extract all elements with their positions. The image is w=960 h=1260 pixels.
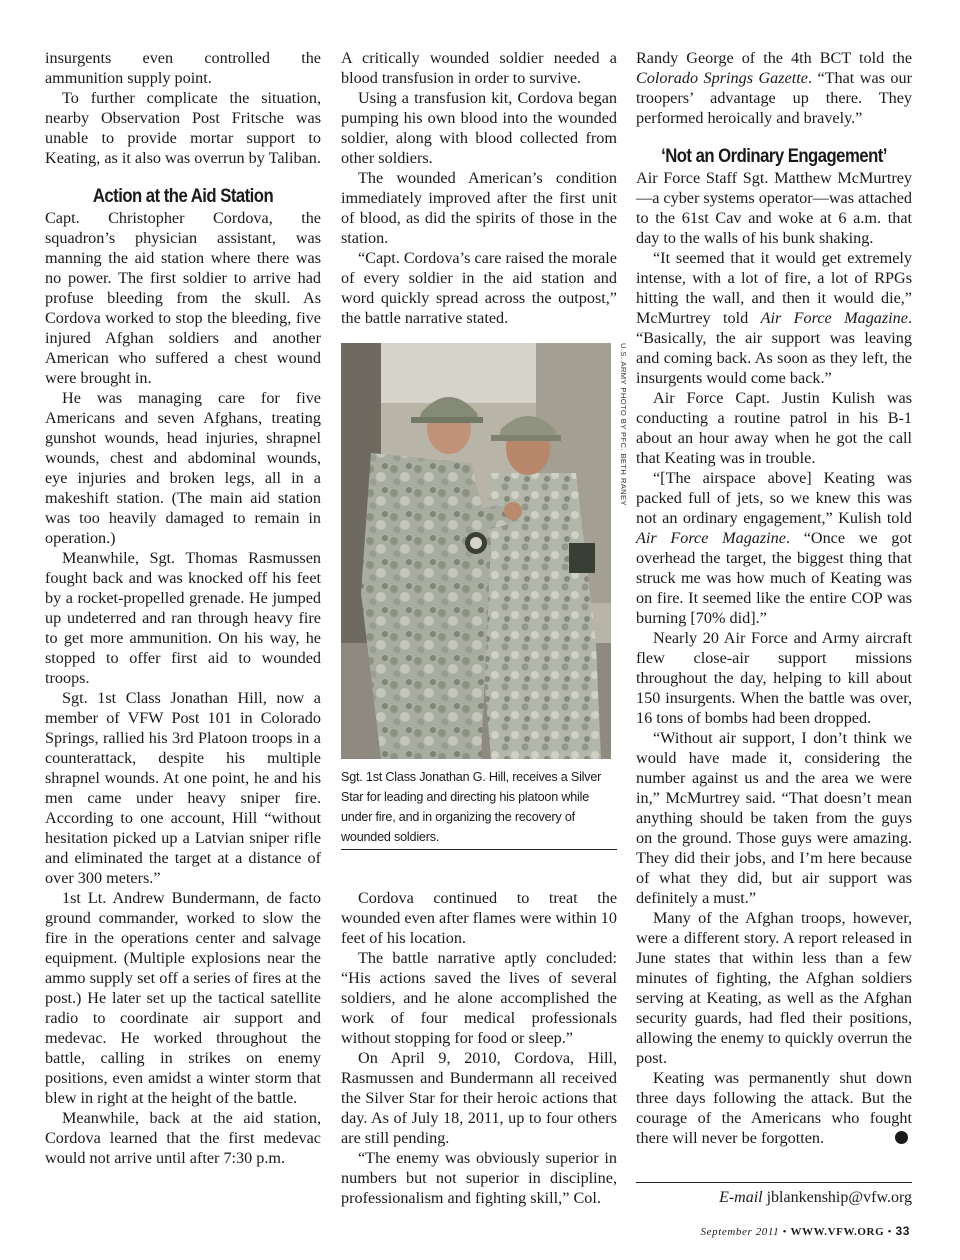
text-run: . “Once we got overhead the target, the biggest thing that struck me was how much of Keating was on fire. It seemed like the entire COP was burning [70% did].” bbox=[636, 529, 912, 627]
issue-date: September 2011 bbox=[700, 1226, 780, 1238]
body-paragraph: He was managing care for five Americans and seven Afghans, treating gunshot wounds, head injuries, shrapnel wounds, chest and abdominal wounds, eye injuries and broken legs, all in a makeshift station. (The main aid station was too heavily damaged to remain in operation.) bbox=[45, 389, 321, 547]
body-paragraph: 1st Lt. Andrew Bundermann, de facto ground commander, worked to slow the fire in the operations center and salvage equipment. (Multiple explosions near the ammo supply set off a series of fires at the post.) He later set up the tactical satellite radio to coordinate air support and medevac. He worked throughout the battle, calling in strikes on enemy positions, even amidst a winter storm that blew in right at the height of the battle. bbox=[45, 889, 321, 1107]
body-paragraph: Using a transfusion kit, Cordova began pumping his own blood into the wounded soldier, along with blood collected from other soldiers. bbox=[341, 89, 617, 167]
body-paragraph: Many of the Afghan troops, however, were a different story. A report released in June states that within less than a few minutes of fighting, the Afghan soldiers serving at Keating, as well as the Afghan security guards, had fled their positions, allowing the enemy to quickly overrun the post. bbox=[636, 909, 912, 1067]
body-paragraph: On April 9, 2010, Cordova, Hill, Rasmussen and Bundermann all received the Silver Star for their heroic actions that day. As of July 18, 2011, up to four others are still pending. bbox=[341, 1049, 617, 1147]
email-divider bbox=[636, 1182, 912, 1183]
email-label: E-mail bbox=[719, 1189, 763, 1206]
article-column-1 bbox=[45, 48, 321, 1168]
photo-silver-star-ceremony bbox=[341, 343, 611, 759]
body-paragraph: Sgt. 1st Class Jonathan Hill, now a member of VFW Post 101 in Colorado Springs, rallied his 3rd Platoon troops in a counterattack, despite his multiple shrapnel wounds. At one point, he and his men came under heavy sniper fire. According to one account, Hill “without hesitation picked up a Latvian sniper rifle and eliminated the target at a distance of over 300 meters.” bbox=[45, 689, 321, 887]
photo-figure bbox=[341, 343, 617, 850]
end-mark-icon: ✪ bbox=[895, 1131, 908, 1144]
photo-credit: U.S. ARMY PHOTO BY PFC. BETH RANEY bbox=[619, 343, 628, 506]
section-heading: ‘Not an Ordinary Engagement’ bbox=[661, 146, 887, 167]
body-paragraph: Air Force Staff Sgt. Matthew McMurtrey—a cyber systems operator—was attached to the 61st Cav and woke at 6 a.m. that day to the walls of his bunk shaking. bbox=[636, 169, 912, 247]
body-paragraph bbox=[636, 468, 912, 628]
body-paragraph: Nearly 20 Air Force and Army aircraft flew close-air support missions throughout the day, helping to kill about 150 insurgents. When the battle was over, 16 tons of bombs had been dropped. bbox=[636, 629, 912, 727]
body-paragraph: The wounded American’s condition immediately improved after the first unit of blood, as did the spirits of those in the station. bbox=[341, 169, 617, 247]
body-paragraph: “The enemy was obviously superior in numbers but not superior in discipline, professionalism and fighting skill,” Col. bbox=[341, 1149, 617, 1207]
publication-name: Colorado Springs Gazette bbox=[636, 69, 808, 87]
email-address: jblankenship@vfw.org bbox=[766, 1189, 912, 1206]
body-paragraph: A critically wounded soldier needed a blood transfusion in order to survive. bbox=[341, 49, 617, 87]
body-paragraph: Capt. Christopher Cordova, the squadron’s physician assistant, was manning the aid station where there was no power. The first soldier to arrive had profuse bleeding from the skull. As Cordova worked to stop the bleeding, five injured Afghan soldiers and another American who suffered a chest wound were brought in. bbox=[45, 209, 321, 387]
body-paragraph bbox=[636, 48, 912, 128]
author-email bbox=[636, 1189, 912, 1207]
text-run: “[The airspace above] Keating was packed full of jets, so we knew this was not an ordinary engagement,” Kulish told bbox=[636, 469, 912, 527]
body-paragraph: “Without air support, I don’t think we would have made it, considering the number against us and the area we were in,” McMurtrey said. “That doesn’t mean anything should be taken from the guys on the ground. Those guys were amazing. They did their jobs, and I’m here because of what they did, but air support was definitely a must.” bbox=[636, 729, 912, 907]
body-paragraph: Meanwhile, Sgt. Thomas Rasmussen fought back and was knocked off his feet by a rocket-propelled grenade. He jumped up undeterred and ran through heavy fire to get more ammunition. On his way, he stopped to offer first aid to wounded troops. bbox=[45, 549, 321, 687]
text-run: . “Basically, the air support was leaving and coming back. As soon as they left, the insurgents would come back.” bbox=[636, 309, 912, 387]
text-run: . “That was our troopers’ advantage up there. They performed heroically and bravely.” bbox=[636, 69, 913, 127]
page-number: 33 bbox=[895, 1224, 910, 1238]
article-column-2 bbox=[341, 48, 617, 328]
body-paragraph: To further complicate the situation, nearby Observation Post Fritsche was unable to provide mortar support to Keating, as it also was overrun by Taliban. bbox=[45, 89, 321, 167]
photo-illustration bbox=[341, 343, 611, 759]
photo-caption: Sgt. 1st Class Jonathan G. Hill, receives a Silver Star for leading and directing his platoon while under fire, and in organizing the recovery of wounded soldiers. bbox=[341, 770, 602, 844]
body-paragraph: insurgents even controlled the ammunition supply point. bbox=[45, 49, 321, 87]
body-paragraph bbox=[636, 248, 912, 388]
body-paragraph: “Capt. Cordova’s care raised the morale of every soldier in the aid station and word quickly spread across the outpost,” the battle narrative stated. bbox=[341, 249, 617, 327]
body-paragraph: Meanwhile, back at the aid station, Cordova learned that the first medevac would not arrive until after 7:30 p.m. bbox=[45, 1109, 321, 1167]
section-heading: Action at the Aid Station bbox=[92, 186, 274, 207]
body-paragraph: The battle narrative aptly concluded: “His actions saved the lives of several soldiers, and he alone accomplished the work of four medical professionals without stopping for food or sleep.” bbox=[341, 949, 617, 1047]
body-paragraph: Cordova continued to treat the wounded even after flames were within 10 feet of his location. bbox=[341, 889, 617, 947]
website: WWW.VFW.ORG bbox=[790, 1226, 885, 1238]
article-column-3 bbox=[636, 48, 921, 1148]
text-run: “It seemed that it would get extremely intense, with a lot of fire, a lot of RPGs hitting the wall, and then it would die,” McMurtrey told bbox=[636, 249, 912, 327]
text-run: Randy George of the 4th BCT told the bbox=[636, 49, 912, 67]
caption-divider bbox=[341, 849, 617, 850]
page-footer: September 2011 • WWW.VFW.ORG • 33 bbox=[700, 1224, 910, 1238]
article-column-2-continued bbox=[341, 888, 617, 1208]
body-paragraph: Air Force Capt. Justin Kulish was conducting a routine patrol in his B-1 about an hour away when he got the call that Keating was in trouble. bbox=[636, 389, 912, 467]
publication-name: Air Force Magazine bbox=[760, 309, 908, 327]
publication-name: Air Force Magazine bbox=[636, 529, 786, 547]
text-run: Keating was permanently shut down three days following the attack. But the courage of the Americans who fought there will never be forgotten. bbox=[636, 1069, 912, 1147]
body-paragraph bbox=[636, 1068, 921, 1148]
